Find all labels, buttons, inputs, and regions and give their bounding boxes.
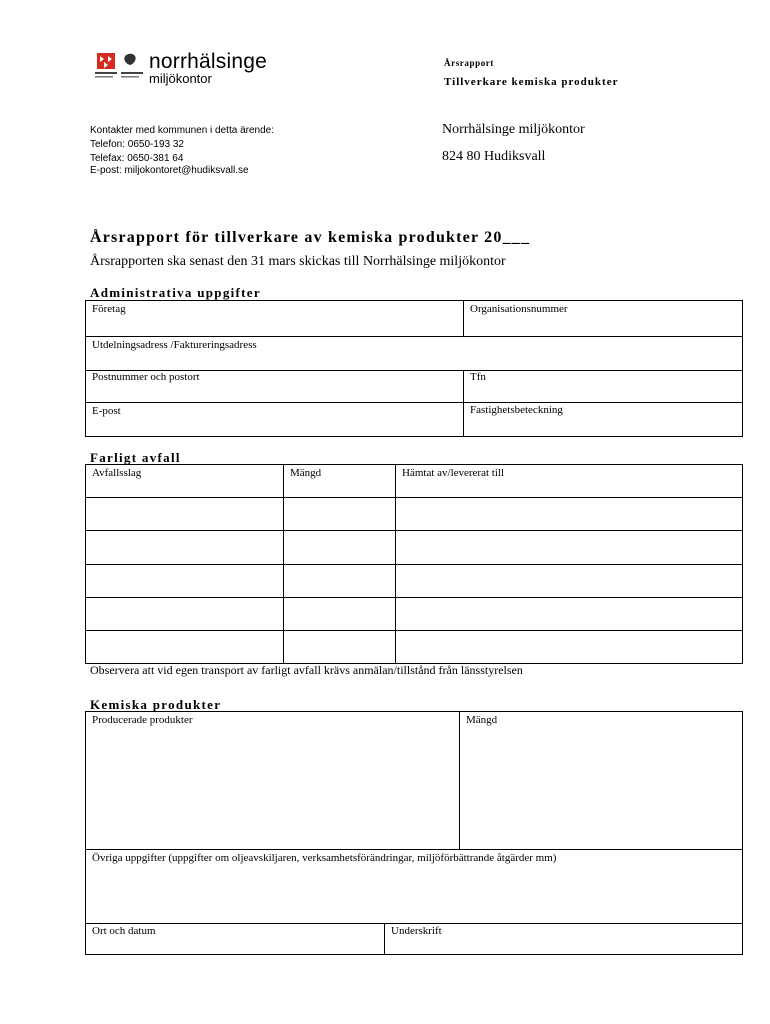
logo-subtext: miljökontor xyxy=(149,71,212,86)
waste-row[interactable] xyxy=(86,531,742,564)
chem-table xyxy=(85,711,743,955)
chem-amount-field[interactable]: Mängd xyxy=(466,714,498,726)
address-field[interactable]: Utdelningsadress /Faktureringsadress xyxy=(92,339,257,351)
hudiksvall-emblem-icon xyxy=(97,53,115,69)
logo xyxy=(95,52,295,92)
waste-table xyxy=(85,464,743,664)
contact-fax: Telefax: 0650-381 64 xyxy=(90,153,184,164)
other-info-field[interactable]: Övriga uppgifter (uppgifter om oljeavskiljaren, verksamhetsförändringar, miljöförbättrande åtgärder mm) xyxy=(92,852,557,864)
address-line2: 824 80 Hudiksvall xyxy=(442,149,546,164)
place-date-field[interactable]: Ort och datum xyxy=(92,925,156,937)
waste-col-amount: Mängd xyxy=(290,467,322,479)
company-field[interactable]: Företag xyxy=(92,303,126,315)
chem-heading: Kemiska produkter xyxy=(90,697,222,712)
postal-field[interactable]: Postnummer och postort xyxy=(92,371,200,383)
waste-heading: Farligt avfall xyxy=(90,450,181,465)
contact-heading: Kontakter med kommunen i detta ärende: xyxy=(90,125,274,136)
waste-col-receiver: Hämtat av/levererat till xyxy=(402,467,505,479)
waste-row[interactable] xyxy=(86,498,742,530)
doc-subtitle: Tillverkare kemiska produkter xyxy=(444,76,619,88)
waste-row[interactable] xyxy=(86,565,742,597)
waste-note: Observera att vid egen transport av farligt avfall krävs anmälan/tillstånd från länsstyrelsen xyxy=(90,663,523,677)
logo-text: norrhälsinge xyxy=(149,50,267,73)
contact-email: E-post: miljokontoret@hudiksvall.se xyxy=(90,165,249,176)
waste-row[interactable] xyxy=(86,598,742,630)
waste-col-type: Avfallsslag xyxy=(92,467,142,479)
page-title: Årsrapport för tillverkare av kemiska produkter 20___ xyxy=(90,229,531,246)
produced-products-field[interactable]: Producerade produkter xyxy=(92,714,193,726)
municipality-emblems-icon xyxy=(95,52,147,84)
property-field[interactable]: Fastighetsbeteckning xyxy=(470,404,563,416)
phone-field[interactable]: Tfn xyxy=(470,371,486,383)
doc-kicker: Årsrapport xyxy=(444,58,494,68)
admin-heading: Administrativa uppgifter xyxy=(90,285,261,300)
page-subtitle: Årsrapporten ska senast den 31 mars skickas till Norrhälsinge miljökontor xyxy=(90,254,506,269)
email-field[interactable]: E-post xyxy=(92,405,121,417)
address-line1: Norrhälsinge miljökontor xyxy=(442,122,585,137)
contact-phone: Telefon: 0650-193 32 xyxy=(90,139,184,150)
nordanstig-emblem-icon xyxy=(124,54,135,65)
waste-row[interactable] xyxy=(86,631,742,663)
signature-field[interactable]: Underskrift xyxy=(391,925,442,937)
org-number-field[interactable]: Organisationsnummer xyxy=(470,303,568,315)
admin-table xyxy=(85,300,743,437)
